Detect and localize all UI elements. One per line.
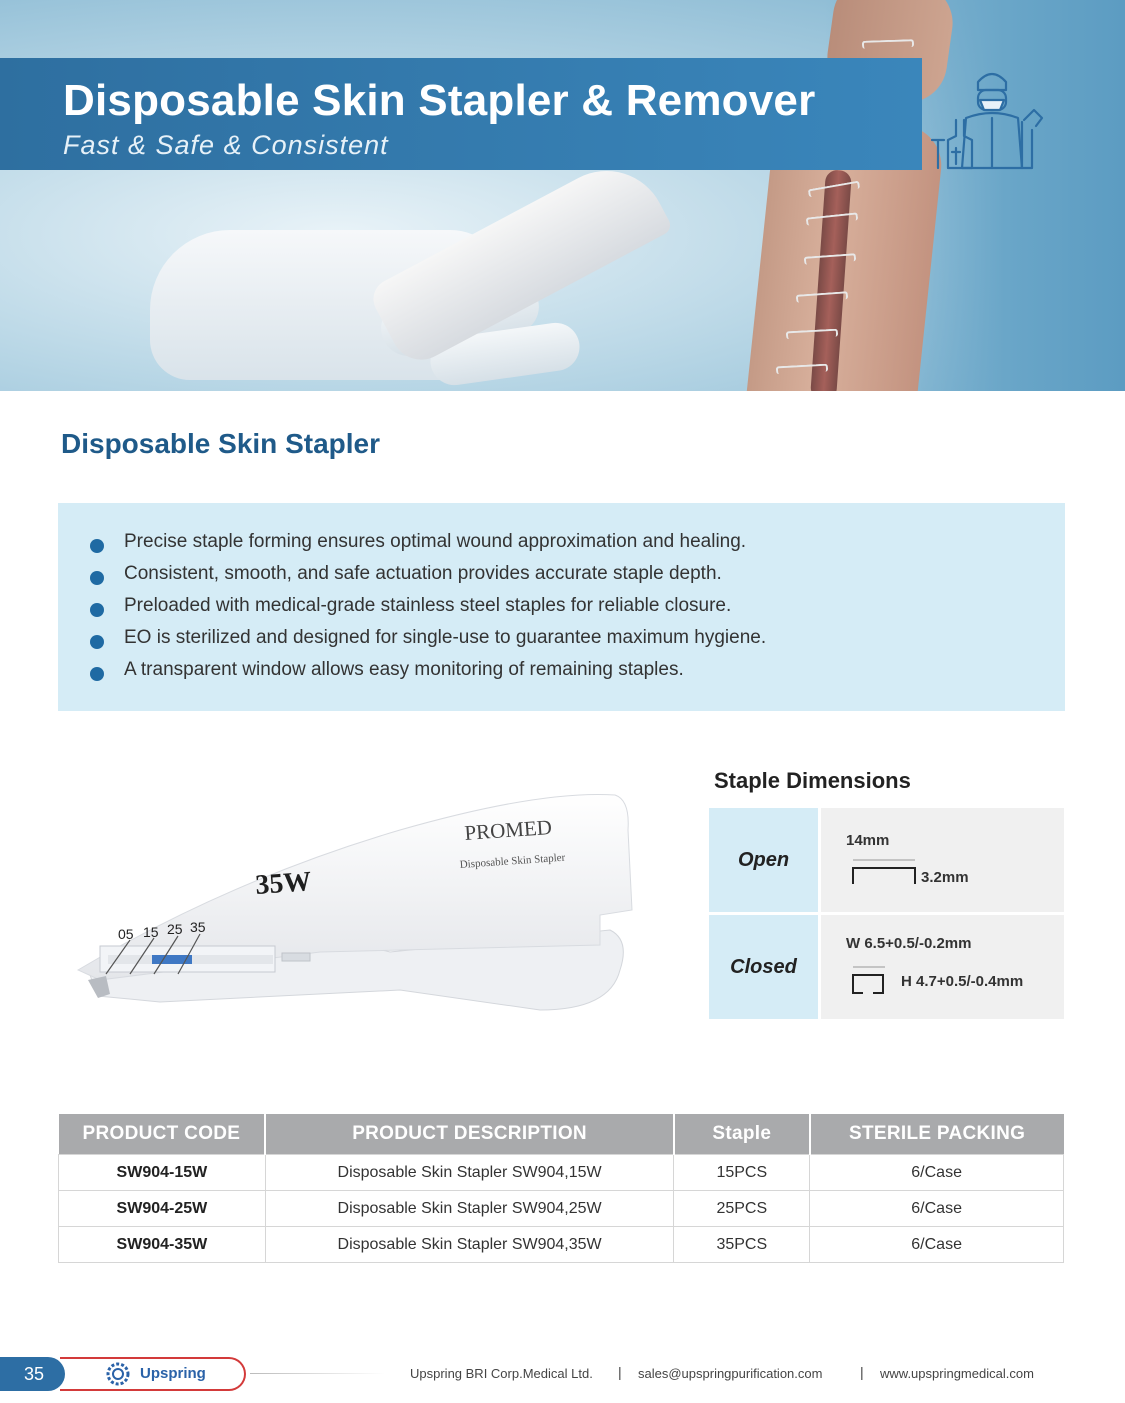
- stapler-product-image: [70, 770, 670, 1030]
- page-title: Disposable Skin Stapler & Remover: [63, 76, 816, 125]
- scale-label-05: 05: [118, 926, 134, 942]
- bullet-icon: [90, 635, 104, 649]
- table-header-row: [59, 1114, 1064, 1155]
- feature-list: [88, 530, 766, 690]
- scale-label-35: 35: [190, 919, 206, 935]
- dimension-row-open: [709, 808, 1064, 912]
- product-code: SW904-25W: [59, 1191, 266, 1227]
- feature-text: Consistent, smooth, and safe actuation provides accurate staple depth.: [124, 563, 722, 584]
- product-description: Disposable Skin Stapler SW904,15W: [265, 1155, 674, 1191]
- dimension-row-closed: [709, 915, 1064, 1019]
- open-width: 14mm: [846, 832, 890, 849]
- dimension-value-cell: [821, 808, 1064, 912]
- dimension-value-cell: [821, 915, 1064, 1019]
- scale-label-15: 15: [143, 924, 159, 940]
- closed-width: W 6.5+0.5/-0.2mm: [846, 935, 972, 952]
- feature-text: Preloaded with medical-grade stainless steel staples for reliable closure.: [124, 595, 732, 616]
- footer-divider: [250, 1373, 385, 1374]
- product-code: SW904-35W: [59, 1227, 266, 1263]
- bullet-icon: [90, 571, 104, 585]
- stapler-label: Disposable Skin Stapler: [459, 851, 566, 871]
- product-code: SW904-15W: [59, 1155, 266, 1191]
- dimension-label: Open: [709, 808, 818, 912]
- open-height: 3.2mm: [921, 869, 969, 886]
- hero-banner: [0, 0, 1125, 391]
- product-description: Disposable Skin Stapler SW904,35W: [265, 1227, 674, 1263]
- sterile-packing: 6/Case: [810, 1155, 1064, 1191]
- open-staple-icon: [841, 854, 921, 900]
- feature-text: Precise staple forming ensures optimal wound approximation and healing.: [124, 531, 747, 552]
- footer-separator: |: [618, 1364, 622, 1380]
- title-band: [0, 58, 922, 170]
- product-description: Disposable Skin Stapler SW904,25W: [265, 1191, 674, 1227]
- feature-list-panel: [58, 503, 1065, 711]
- section-title: Disposable Skin Stapler: [61, 428, 380, 459]
- column-header: Staple: [674, 1114, 810, 1155]
- stapler-brand: PROMED: [463, 814, 553, 845]
- feature-text: EO is sterilized and designed for single-use to guarantee maximum hygiene.: [124, 627, 767, 648]
- page-number: 35: [0, 1357, 65, 1391]
- bullet-icon: [90, 539, 104, 553]
- staple-count: 15PCS: [674, 1155, 810, 1191]
- contact-email[interactable]: sales@upspringpurification.com: [638, 1366, 823, 1381]
- feature-item: [88, 530, 766, 562]
- sterile-packing: 6/Case: [810, 1191, 1064, 1227]
- table-row: [59, 1191, 1064, 1227]
- bullet-icon: [90, 667, 104, 681]
- feature-item: [88, 594, 766, 626]
- closed-height: H 4.7+0.5/-0.4mm: [901, 973, 1024, 990]
- column-header: STERILE PACKING: [810, 1114, 1064, 1155]
- table-row: [59, 1155, 1064, 1191]
- upspring-logo-icon: [104, 1360, 132, 1388]
- footer-separator: |: [860, 1364, 864, 1380]
- table-row: [59, 1227, 1064, 1263]
- dimension-label: Closed: [709, 915, 818, 1019]
- sterile-packing: 6/Case: [810, 1227, 1064, 1263]
- column-header: PRODUCT CODE: [59, 1114, 266, 1155]
- staple-count: 35PCS: [674, 1227, 810, 1263]
- scale-label-25: 25: [167, 921, 183, 937]
- column-header: PRODUCT DESCRIPTION: [265, 1114, 674, 1155]
- surgeon-icon: [926, 60, 1056, 170]
- page-footer: [0, 1357, 1125, 1391]
- staple-count: 25PCS: [674, 1191, 810, 1227]
- stapler-model: 35W: [254, 866, 313, 901]
- feature-item: [88, 658, 766, 690]
- feature-item: [88, 626, 766, 658]
- closed-staple-icon: [849, 963, 895, 1001]
- feature-item: [88, 562, 766, 594]
- product-table: [58, 1114, 1064, 1263]
- dimensions-title: Staple Dimensions: [714, 768, 911, 793]
- bullet-icon: [90, 603, 104, 617]
- website-link[interactable]: www.upspringmedical.com: [880, 1366, 1034, 1381]
- company-name: Upspring BRI Corp.Medical Ltd.: [410, 1366, 593, 1381]
- logo-text: Upspring: [140, 1365, 206, 1382]
- feature-text: A transparent window allows easy monitoring of remaining staples.: [124, 659, 684, 680]
- page-subtitle: Fast & Safe & Consistent: [63, 130, 389, 160]
